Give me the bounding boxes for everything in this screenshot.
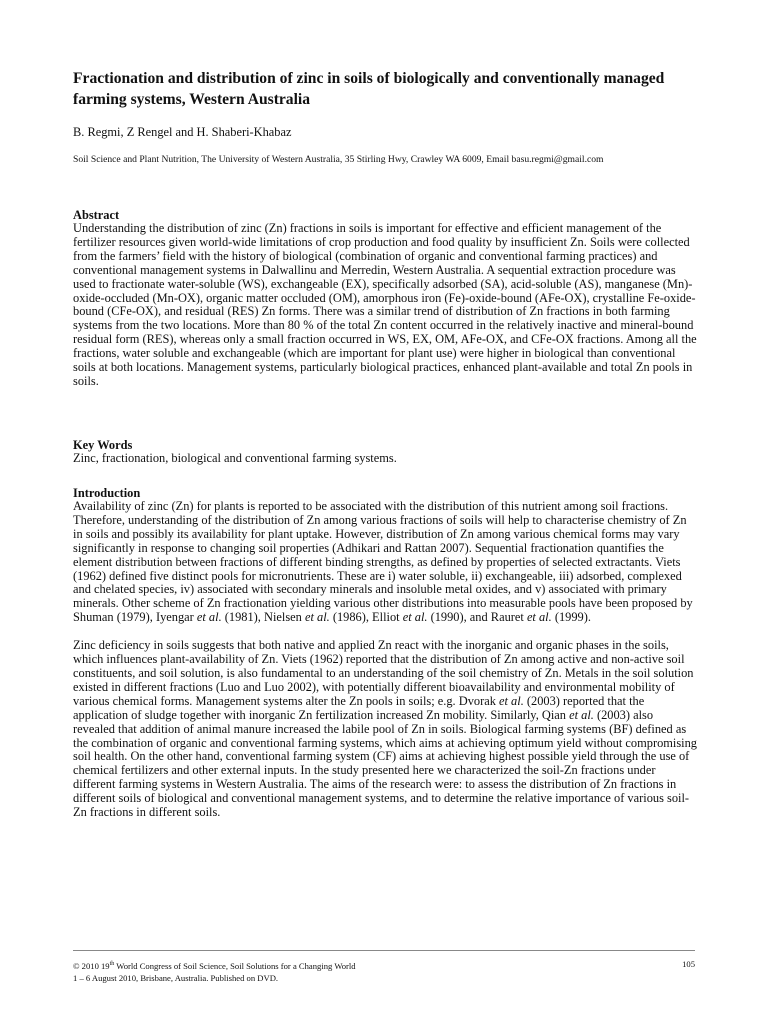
et-al: et al.	[569, 707, 594, 722]
introduction-heading: Introduction	[73, 486, 141, 500]
abstract-heading: Abstract	[73, 208, 120, 222]
keywords-heading: Key Words	[73, 438, 133, 452]
footer-superscript: th	[109, 961, 115, 967]
abstract-text: Understanding the distribution of zinc (Zn) fractions in soils is important for effective and efficient management of the fertilizer resources given world-wide limitations of crop production and food quality by insufficient Zn. Soils were collected from the farmers’ field with the history of biological (combination of organic and conventional farming practices) and conventional management systems in Dalwallinu and Merredin, Western Australia. A sequential extraction procedure was used to fractionate water-soluble (WS), exchangeable (EX), specifically adsorbed (SA), acid-soluble (AS), manganese (Mn)-oxide-occluded (Mn-OX), organic matter occluded (OM), amorphous iron (Fe)-oxide-bound (AFe-OX), crystalline Fe-oxide-bound (CFe-OX), and residual (RES) Zn forms. There was a similar trend of distribution of Zn fractions in both farming systems from the two locations. More than 80 % of the total Zn content occurred in the relatively inactive and mineral-bound residual form (RES), whereas only a small fraction occurred in WS, EX, OM, AFe-OX, and CFe-OX fractions. Among all the fractions, water soluble and exchangeable (which are important for plant use) were higher in biological than conventional soils at both locations. Management systems, particularly biological practices, enhanced plant-available and total Zn pools in soils.	[73, 221, 697, 388]
introduction-section	[73, 486, 697, 820]
abstract-section	[73, 208, 697, 389]
keywords-text: Zinc, fractionation, biological and conventional farming systems.	[73, 451, 397, 465]
et-al: et al.	[196, 610, 222, 625]
text-run: (1986), Elliot	[329, 610, 403, 625]
text-run: (1990), and Rauret	[427, 610, 527, 625]
text-run: (2003) also revealed that addition of animal manure increased the labile pool of Zn in soils. Biological farming systems (BF) defined as the combination of organic and conventional farming systems, which aims at achieving optimum yield without compromising soil health. On the other hand, conventional farming system (CF) aims at achieving highest possible yield through the use of chemical fertilizers and other external inputs. In the study presented here we characterized the soil-Zn fractions under different farming systems in Western Australia. The aims of the research were: to assess the distribution of Zn fractions in different soils of biological and conventional management systems, and to determine the relative importance of various soil-Zn fractions in different soils.	[73, 707, 698, 820]
et-al: et al.	[402, 610, 428, 625]
footer-text: © 2010 19	[73, 960, 110, 971]
footer-text: World Congress of Soil Science, Soil Solutions for a Changing World	[114, 960, 356, 971]
footer-congress-line	[73, 958, 695, 972]
text-run: (1981), Nielsen	[221, 610, 305, 625]
page-number: 105	[682, 959, 695, 969]
page-footer	[73, 958, 695, 984]
footer-rule	[73, 950, 695, 951]
paper-title: Fractionation and distribution of zinc in soils of biologically and conventionally managed farming systems, Western Australia	[73, 70, 665, 108]
et-al: et al.	[499, 693, 524, 708]
keywords-section	[73, 438, 697, 466]
introduction-paragraph-2	[73, 639, 697, 820]
text-run: Zinc deficiency in soils suggests that both native and applied Zn react with the inorganic and organic phases in the soils, which influences plant-availability of Zn. Viets (1962) reported that the distribution of Zn among active and non-active soil constituents, and soil solution, is also fundamental to an understanding of the soil chemistry of Zn. Metals in the soil solution existed in different fractions (Luo and Luo 2002), with potentially different bioavailability and environmental mobility of various chemical forms. Management systems alter the Zn pools in soils; e.g. Dvorak	[73, 638, 694, 708]
introduction-paragraph-1	[73, 500, 697, 625]
text-run: Availability of zinc (Zn) for plants is reported to be associated with the distribution of this nutrient among soil fractions. Therefore, understanding of the distribution of Zn among various fractions of soils will help to characterise chemistry of Zn in soils and possibly its availability for plant uptake. However, distribution of Zn among various chemical forms may vary significantly in response to changing soil properties (Adhikari and Rattan 2007). Sequential fractionation quantifies the element distribution between fractions of different binding strengths, as defined by properties of selected extractants. Viets (1962) defined five distinct pools for micronutrients. These are i) water soluble, ii) exchangeable, iii) adsorbed, complexed and chelated species, iv) associated with secondary minerals and insoluble metal oxides, and v) associated with primary minerals. Other scheme of Zn fractionation yielding various other distributions into measurable pools have been proposed by Shuman (1979), Iyengar	[73, 499, 693, 625]
footer-date-line: 1 – 6 August 2010, Brisbane, Australia. Published on DVD.	[73, 972, 279, 983]
text-run: (1999).	[551, 610, 591, 625]
text-run: (2003) reported that the application of sludge together with inorganic Zn fertilization increased Zn mobility. Similarly, Qian	[73, 693, 645, 722]
et-al: et al.	[526, 610, 552, 625]
author-list: B. Regmi, Z Rengel and H. Shaberi-Khabaz	[73, 125, 292, 139]
author-affiliation: Soil Science and Plant Nutrition, The University of Western Australia, 35 Stirling Hwy, Crawley WA 6009, Email basu.regmi@gmail.com	[73, 154, 604, 165]
et-al: et al.	[304, 610, 330, 625]
